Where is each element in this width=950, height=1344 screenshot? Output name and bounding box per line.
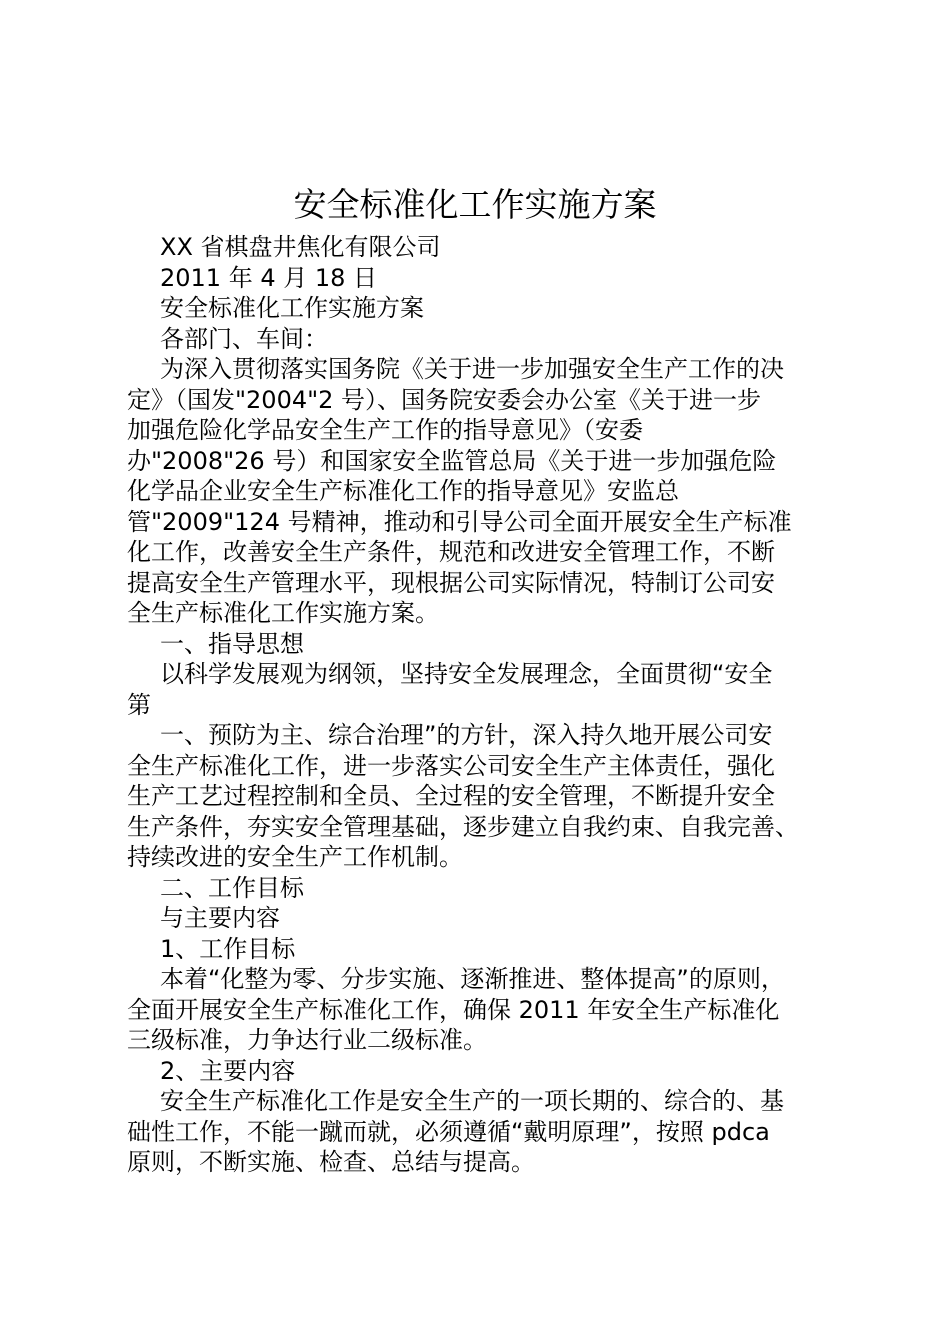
document-title: 安全标准化工作实施方案 bbox=[293, 185, 657, 224]
body-line: 为深入贯彻落实国务院《关于进一步加强安全生产工作的决 bbox=[160, 355, 784, 383]
body-line: 加强危险化学品安全生产工作的指导意见》（安委 bbox=[127, 416, 643, 444]
body-line: 各部门、车间： bbox=[160, 324, 328, 353]
body-line: 生产条件，夯实安全管理基础，逐步建立自我约束、自我完善、 bbox=[127, 812, 799, 841]
body-line: 安全标准化工作实施方案 bbox=[160, 294, 424, 322]
document-body bbox=[127, 232, 839, 1178]
body-line: 管"2009"124 号精神，推动和引导公司全面开展安全生产标准 bbox=[127, 507, 792, 536]
body-line: 定》（国发"2004"2 号）、国务院安委会办公室《关于进一步 bbox=[127, 385, 762, 414]
body-line: 2011 年 4 月 18 日 bbox=[160, 263, 378, 292]
body-line: 办"2008"26 号）和国家安全监管总局《关于进一步加强危险 bbox=[127, 446, 777, 475]
body-line: 化工作，改善安全生产条件，规范和改进安全管理工作，不断 bbox=[127, 538, 775, 566]
body-line: 本着“化整为零、分步实施、逐渐推进、整体提高”的原则， bbox=[160, 965, 785, 993]
body-line: 础性工作，不能一蹴而就，必须遵循“戴明原理”，按照 pdca bbox=[127, 1117, 770, 1146]
body-line: 全生产标准化工作实施方案。 bbox=[127, 599, 439, 627]
body-line: 1、工作目标 bbox=[160, 934, 296, 963]
body-line: 第 bbox=[127, 690, 151, 719]
body-line: 化学品企业安全生产标准化工作的指导意见》安监总 bbox=[127, 477, 679, 505]
body-line: 一、指导思想 bbox=[160, 629, 304, 658]
body-line: 2、主要内容 bbox=[160, 1056, 296, 1085]
body-line: 生产工艺过程控制和全员、全过程的安全管理，不断提升安全 bbox=[127, 782, 775, 810]
body-line: 与主要内容 bbox=[160, 904, 280, 932]
body-line: 三级标准，力争达行业二级标准。 bbox=[127, 1026, 487, 1054]
body-line: 全生产标准化工作，进一步落实公司安全生产主体责任，强化 bbox=[127, 751, 775, 780]
body-line: 原则，不断实施、检查、总结与提高。 bbox=[127, 1148, 535, 1176]
body-line: 安全生产标准化工作是安全生产的一项长期的、综合的、基 bbox=[160, 1087, 784, 1115]
body-line: 全面开展安全生产标准化工作，确保 2011 年安全生产标准化 bbox=[127, 995, 780, 1024]
body-line: 二、工作目标 bbox=[160, 873, 304, 902]
body-line: 持续改进的安全生产工作机制。 bbox=[127, 843, 463, 871]
body-line: 一、预防为主、综合治理”的方针，深入持久地开展公司安 bbox=[160, 721, 773, 749]
body-line: XX 省棋盘井焦化有限公司 bbox=[160, 233, 441, 261]
body-line: 提高安全生产管理水平，现根据公司实际情况，特制订公司安 bbox=[127, 568, 775, 597]
body-line: 以科学发展观为纲领，坚持安全发展理念，全面贯彻“安全 bbox=[160, 660, 773, 688]
